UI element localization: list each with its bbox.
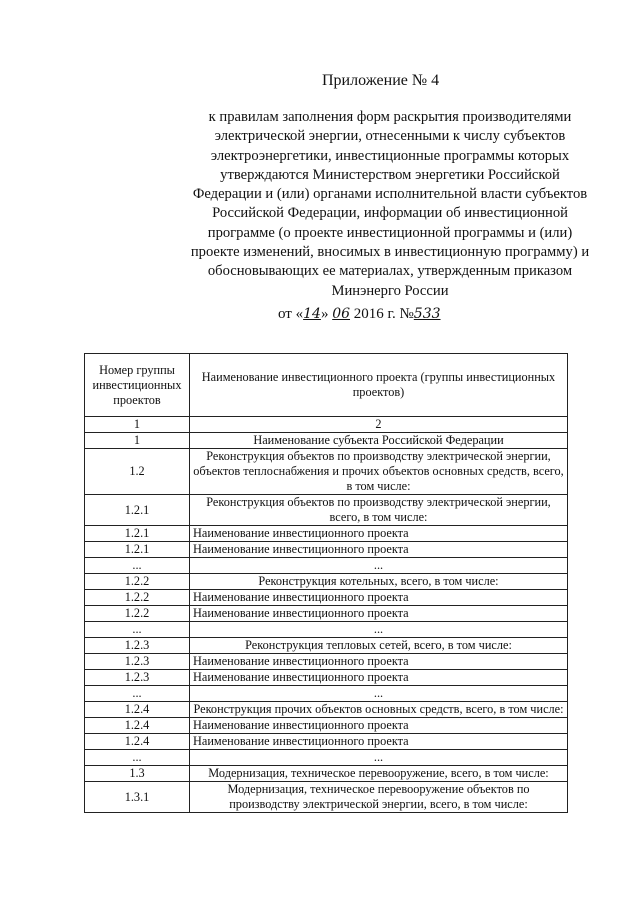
row-project-name: Реконструкция объектов по производству электрической энергии, всего, в том числе: bbox=[190, 495, 568, 526]
table-row bbox=[85, 622, 568, 638]
appendix-title: Приложение № 4 bbox=[322, 72, 440, 89]
header-group-number: Номер группы инвестиционных проектов bbox=[85, 354, 190, 417]
table-row bbox=[85, 558, 568, 574]
table-row bbox=[85, 782, 568, 813]
row-group-number: 1.2.1 bbox=[85, 542, 190, 558]
row-group-number: 1.2.2 bbox=[85, 574, 190, 590]
row-project-name: Наименование инвестиционного проекта bbox=[190, 542, 568, 558]
order-number: 533 bbox=[413, 306, 441, 322]
order-prefix: от « bbox=[278, 306, 304, 322]
row-project-name: Наименование инвестиционного проекта bbox=[190, 606, 568, 622]
row-group-number: 1.2.4 bbox=[85, 702, 190, 718]
row-group-number: ... bbox=[85, 750, 190, 766]
table-row bbox=[85, 734, 568, 750]
row-project-name: Наименование инвестиционного проекта bbox=[190, 670, 568, 686]
table-row bbox=[85, 670, 568, 686]
row-group-number: 1.2.3 bbox=[85, 670, 190, 686]
order-mid: » bbox=[320, 306, 333, 322]
row-group-number: ... bbox=[85, 686, 190, 702]
order-date-line bbox=[278, 306, 441, 323]
table-row bbox=[85, 590, 568, 606]
row-group-number: 1.3.1 bbox=[85, 782, 190, 813]
row-group-number: 1.2.4 bbox=[85, 718, 190, 734]
order-month: 06 bbox=[332, 306, 351, 322]
investment-projects-table bbox=[84, 353, 568, 813]
table-row bbox=[85, 750, 568, 766]
row-project-name: Наименование инвестиционного проекта bbox=[190, 734, 568, 750]
row-project-name: ... bbox=[190, 750, 568, 766]
row-project-name: Реконструкция котельных, всего, в том числе: bbox=[190, 574, 568, 590]
row-project-name: ... bbox=[190, 622, 568, 638]
row-group-number: 1.2.3 bbox=[85, 638, 190, 654]
table-body bbox=[85, 417, 568, 813]
row-project-name: ... bbox=[190, 686, 568, 702]
table-row bbox=[85, 766, 568, 782]
table-row bbox=[85, 495, 568, 526]
table-row bbox=[85, 526, 568, 542]
row-group-number: 1.2.2 bbox=[85, 590, 190, 606]
table-row bbox=[85, 654, 568, 670]
table-row bbox=[85, 574, 568, 590]
table-row bbox=[85, 433, 568, 449]
table-row bbox=[85, 417, 568, 433]
header-project-name: Наименование инвестиционного проекта (группы инвестиционных проектов) bbox=[190, 354, 568, 417]
table-row bbox=[85, 606, 568, 622]
row-group-number: 1.3 bbox=[85, 766, 190, 782]
row-project-name: Наименование инвестиционного проекта bbox=[190, 526, 568, 542]
order-day: 14 bbox=[303, 306, 321, 322]
row-group-number: 1.2.2 bbox=[85, 606, 190, 622]
table-row bbox=[85, 542, 568, 558]
row-project-name: Реконструкция прочих объектов основных средств, всего, в том числе: bbox=[190, 702, 568, 718]
row-group-number: ... bbox=[85, 622, 190, 638]
table-row bbox=[85, 638, 568, 654]
row-group-number: 1 bbox=[85, 433, 190, 449]
row-project-name: ... bbox=[190, 558, 568, 574]
table-header-row bbox=[85, 354, 568, 417]
row-group-number: 1.2.1 bbox=[85, 495, 190, 526]
row-project-name: 2 bbox=[190, 417, 568, 433]
preamble-text: к правилам заполнения форм раскрытия производителями электрической энергии, отнесенными к числу субъектов электроэнергетики, инвестиционные программы которых утверждаются Министерством энергетики Российской Федерации и (или) органами исполнительной власти субъектов Российской Федерации, информации об инвестиционной программе (о проекте инвестиционной программы и (или) проекте изменений, вносимых в инвестиционную программу) и обосновывающих ее материалах, утвержденным приказом Минэнерго России bbox=[190, 109, 590, 299]
row-group-number: 1.2.1 bbox=[85, 526, 190, 542]
order-year: 2016 г. № bbox=[350, 306, 414, 322]
row-project-name: Наименование инвестиционного проекта bbox=[190, 654, 568, 670]
table-row bbox=[85, 686, 568, 702]
row-group-number: 1.2.4 bbox=[85, 734, 190, 750]
row-project-name: Модернизация, техническое перевооружение, всего, в том числе: bbox=[190, 766, 568, 782]
row-group-number: 1.2.3 bbox=[85, 654, 190, 670]
table-row bbox=[85, 702, 568, 718]
row-project-name: Наименование инвестиционного проекта bbox=[190, 590, 568, 606]
row-group-number: 1.2 bbox=[85, 449, 190, 495]
table-row bbox=[85, 718, 568, 734]
row-project-name: Модернизация, техническое перевооружение объектов по производству электрической энергии, всего, в том числе: bbox=[190, 782, 568, 813]
row-group-number: ... bbox=[85, 558, 190, 574]
row-project-name: Реконструкция тепловых сетей, всего, в том числе: bbox=[190, 638, 568, 654]
row-project-name: Реконструкция объектов по производству электрической энергии, объектов теплоснабжения и прочих объектов основных средств, всего, в том числе: bbox=[190, 449, 568, 495]
row-project-name: Наименование субъекта Российской Федерации bbox=[190, 433, 568, 449]
row-group-number: 1 bbox=[85, 417, 190, 433]
row-project-name: Наименование инвестиционного проекта bbox=[190, 718, 568, 734]
table-row bbox=[85, 449, 568, 495]
